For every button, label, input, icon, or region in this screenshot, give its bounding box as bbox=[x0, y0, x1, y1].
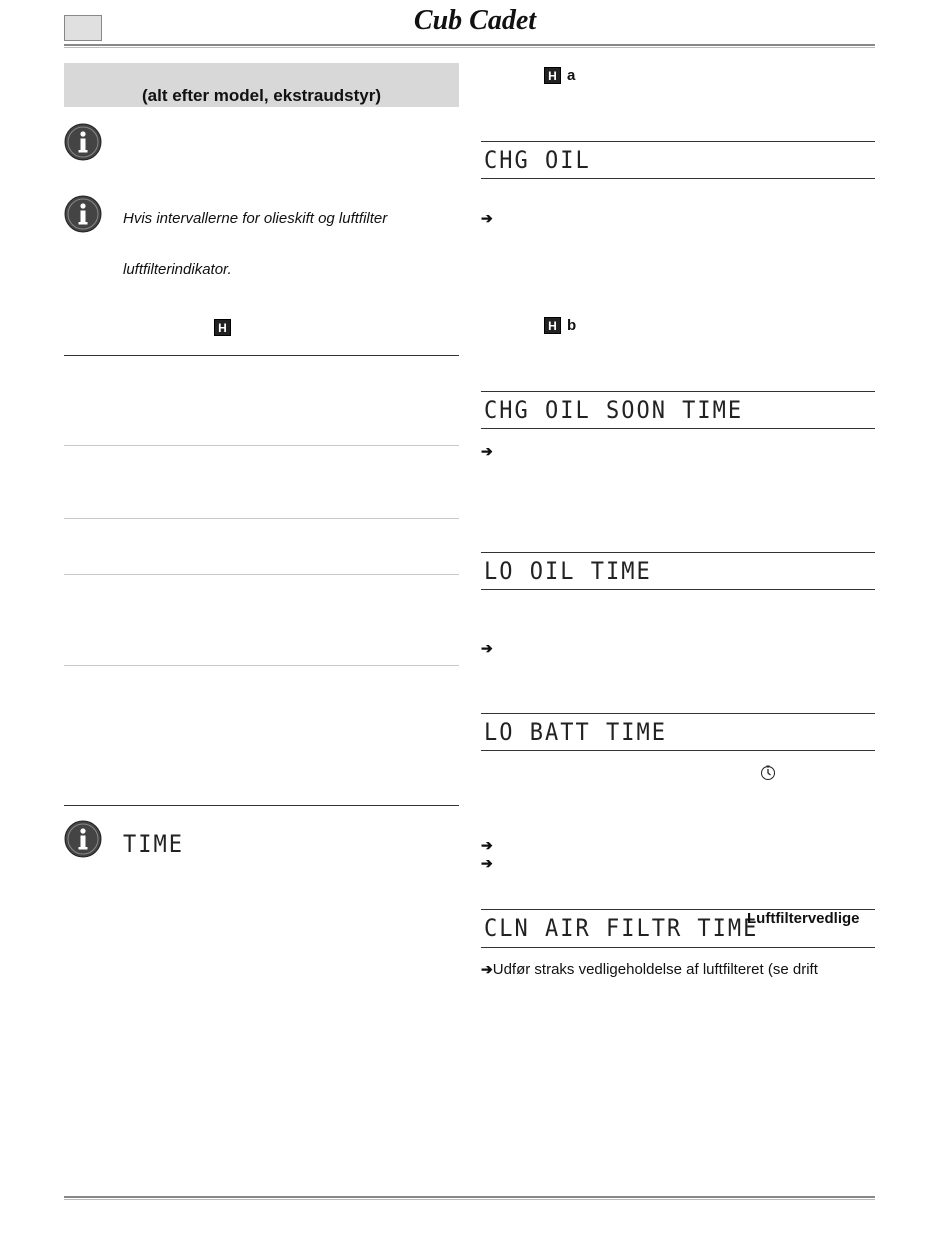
arrow-right-icon: ➔ bbox=[481, 961, 493, 977]
note-interval-text: Hvis intervallerne for olieskift og luftfilter bbox=[123, 210, 388, 227]
arrow-right-icon: ➔ bbox=[481, 640, 493, 656]
display-box-top-rule bbox=[481, 141, 875, 142]
time-lcd-text: TIME bbox=[123, 831, 184, 859]
lcd-chg-oil: CHG OIL bbox=[484, 147, 591, 175]
lcd-lo-batt: LO BATT TIME bbox=[484, 719, 667, 747]
figure-ref-letter: a bbox=[567, 67, 576, 84]
footer-rule-thin bbox=[64, 1199, 875, 1200]
air-filter-action: ➔Udfør straks vedligeholdelse af luftfilteret (se drift bbox=[481, 961, 818, 978]
table-bottom-rule bbox=[64, 805, 459, 806]
figure-ref-badge: H bbox=[544, 67, 561, 84]
display-box-top-rule bbox=[481, 391, 875, 392]
hour-meter-icon bbox=[760, 765, 776, 781]
arrow-right-icon: ➔ bbox=[481, 443, 493, 459]
table-row-divider bbox=[64, 574, 459, 575]
lcd-cln-air-filtr: CLN AIR FILTR TIME bbox=[484, 915, 759, 943]
display-box-bottom-rule bbox=[481, 947, 875, 948]
section-subtitle: (alt efter model, ekstraudstyr) bbox=[141, 86, 381, 105]
page-number-box bbox=[64, 15, 102, 41]
header-rule-thin bbox=[64, 47, 875, 48]
figure-ref-badge: H bbox=[214, 319, 231, 336]
display-box-bottom-rule bbox=[481, 428, 875, 429]
brand-logo bbox=[380, 2, 570, 36]
display-box-top-rule bbox=[481, 713, 875, 714]
arrow-right-icon: ➔ bbox=[481, 855, 493, 871]
header-rule bbox=[64, 44, 875, 46]
air-filter-heading: Luftfiltervedlige bbox=[747, 910, 860, 927]
arrow-right-icon: ➔ bbox=[481, 837, 493, 853]
arrow-right-icon: ➔ bbox=[481, 210, 493, 226]
display-box-bottom-rule bbox=[481, 750, 875, 751]
figure-ref-letter: b bbox=[567, 317, 577, 334]
lcd-chg-oil-soon: CHG OIL SOON TIME bbox=[484, 397, 744, 425]
info-icon bbox=[64, 195, 102, 233]
display-box-bottom-rule bbox=[481, 178, 875, 179]
table-top-rule bbox=[64, 355, 459, 356]
table-row-divider bbox=[64, 665, 459, 666]
info-icon bbox=[64, 820, 102, 858]
figure-ref-badge: H bbox=[544, 317, 561, 334]
note-indicator-text: luftfilterindikator. bbox=[123, 261, 232, 278]
table-row-divider bbox=[64, 445, 459, 446]
brand-logo-text: Cub Cadet bbox=[413, 5, 537, 36]
lcd-lo-oil: LO OIL TIME bbox=[484, 558, 652, 586]
table-row-divider bbox=[64, 518, 459, 519]
display-box-bottom-rule bbox=[481, 589, 875, 590]
info-icon bbox=[64, 123, 102, 161]
footer-rule bbox=[64, 1196, 875, 1198]
display-box-top-rule bbox=[481, 552, 875, 553]
